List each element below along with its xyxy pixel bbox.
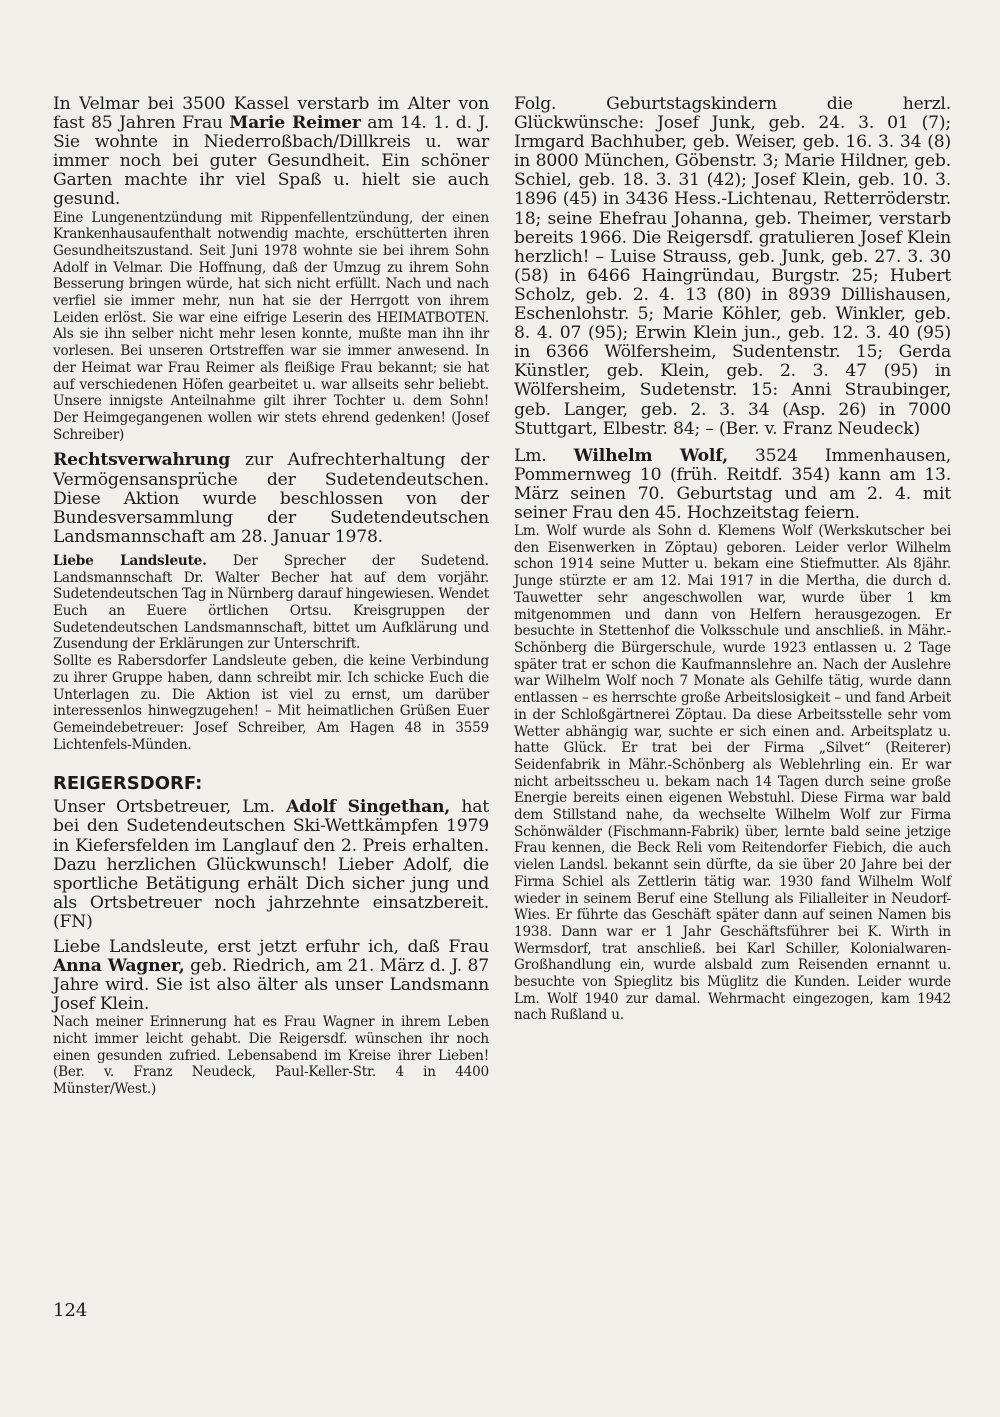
anna-wagner-detail: Nach meiner Erinnerung hat es Frau Wagner in ihrem Leben nicht immer leicht gehabt. Die Reigersdf. wünschen ihr noch einen gesunden zufried. Lebensabend im Kreise ihrer Lieben! (Ber. v. Franz Neudeck, Paul-Keller-Str. 4 in 4400 Münster/West.) [53, 1014, 489, 1098]
obituary-marie-reimer: In Velmar bei 3500 Kassel verstarb im Alter von fast 85 Jahren Frau Marie Reimer am 14. 1. d. J. Sie wohnte in Niederroßbach/Dillkreis u. war immer noch bei guter Gesundheit. Ein schöner Garten machte ihr viel Spaß u. hielt sie auch gesund. [53, 94, 489, 210]
liebe-landsleute-lead: Liebe Landsleute. [53, 552, 207, 569]
rabersdorfer-paragraph: Sollte es Rabersdorfer Landsleute geben, die keine Verbindung zu ihrer Gruppe haben, dann schreibt mir. Ich schicke Euch die Unterlagen zu. Die Aktion ist viel zu ernst, um darüber interessenlos hinwegzugehen! – Mit heimatlichen Grüßen Euer Gemeindebetreuer: Josef Schreiber, Am Hagen 48 in 3559 Lichtenfels-Münden. [53, 653, 489, 753]
person-name-wilhelm-wolf: Wilhelm Wolf, [573, 445, 728, 466]
person-name-adolf-singethan: Adolf Singethan, [286, 797, 451, 818]
liebe-landsleute-paragraph: Liebe Landsleute. Der Sprecher der Sudetend. Landsmannschaft Dr. Walter Becher hat auf dem vorjähr. Sudetendeutschen Tag in Nürnberg darauf hingewiesen. Wendet Euch an Euere örtlichen Ortsu. Kreisgruppen der Sudetendeutschen Landsmannschaft, bittet um Aufklärung und Zusendung der Erklärungen zur Unterschrift. [53, 552, 489, 653]
singethan-paragraph: Unser Ortsbetreuer, Lm. Adolf Singethan, hat bei den Sudetendeutschen Ski-Wettkämpfen 1979 in Kiefersfelden im Langlauf den 2. Preis erhalten. Dazu herzlichen Glückwunsch! Lieber Adolf, die sportliche Betätigung erhält Dich sicher jung und als Ortsbetreuer noch jahrzehnte einsatzbereit. (FN) [53, 797, 489, 932]
obituary-detail: Eine Lungenentzündung mit Rippenfellentzündung, der einen Krankenhausaufenthalt notwendig machte, erschütterten ihren Gesundheitszustand. Seit Juni 1978 wohnte sie bei ihrem Sohn Adolf in Velmar. Die Hoffnung, daß der Umzug zu ihrem Sohn Besserung bringen würde, hat sich nicht erfüllt. Nach und nach verfiel sie immer mehr, nun hat sie der Herrgott von ihrem Leiden erlöst. Sie war eine eifrige Leserin des HEIMATBOTEN. Als sie ihn selber nicht mehr lesen konnte, mußte man ihn ihr vorlesen. Bei unseren Ortstreffen war sie immer anwesend. In der Heimat war Frau Reimer als fleißige Frau bekannt; sie hat auf verschiedenen Höfen gearbeitet u. war allseits sehr beliebt. Unsere innigste Anteilnahme gilt ihrer Tochter u. dem Sohn! Der Heimgegangenen wollen wir stets ehrend gedenken! (Josef Schreiber) [53, 209, 489, 443]
left-column [53, 95, 489, 1098]
wilhelm-wolf-paragraph: Lm. Wilhelm Wolf, 3524 Immenhausen, Pommernweg 10 (früh. Reitdf. 354) kann am 13. März seinen 70. Geburtstag und am 2. 4. mit seiner Frau den 45. Hochzeitstag feiern. [514, 445, 951, 523]
birthday-list-paragraph: Folg. Geburtstagskindern die herzl. Glückwünsche: Josef Junk, geb. 24. 3. 01 (7); Irmgard Bachhuber, geb. Weiser, geb. 16. 3. 34 (8) in 8000 München, Göbenstr. 3; Marie Hildner, geb. Schiel, geb. 18. 3. 31 (42); Josef Klein, geb. 10. 3. 1896 (45) in 3436 Hess.-Lichtenau, Retterröderstr. 18; seine Ehefrau Johanna, geb. Theimer, verstarb bereits 1966. Die Reigersdf. gratulieren Josef Klein herzlich! – Luise Strauss, geb. Junk, geb. 27. 3. 30 (58) in 6466 Haingründau, Burgstr. 25; Hubert Scholz, geb. 2. 4. 13 (80) in 8939 Dillishausen, Eschenlohstr. 5; Marie Köhler, geb. Winkler, geb. 8. 4. 07 (95); Erwin Klein jun., geb. 12. 3. 40 (95) in 6366 Wölfersheim, Sudentenstr. 15; Gerda Künstler, geb. Klein, geb. 2. 3. 47 (95) in Wölfersheim, Sudetenstr. 15: Anni Straubinger, geb. Langer, geb. 2. 3. 34 (Asp. 26) in 7000 Stuttgart, Elbestr. 84; – (Ber. v. Franz Neudeck) [514, 94, 951, 439]
person-name-anna-wagner: Anna Wagner, [53, 956, 185, 977]
rechtsverwahrung-paragraph: Rechtsverwahrung zur Aufrechterhaltung der Vermögensansprüche der Sudetendeutschen. Diese Aktion wurde beschlossen von der Bundesversammlung der Sudetendeutschen Landsmannschaft am 28. Januar 1978. [53, 450, 489, 547]
section-heading-reigersdorf: REIGERSDORF: [53, 773, 203, 795]
page-number: 124 [53, 1300, 88, 1321]
wilhelm-wolf-biography: Lm. Wolf wurde als Sohn d. Klemens Wolf (Werkskutscher bei den Eisenwerken in Zöptau) geboren. Leider verlor Wilhelm schon 1914 seine Mutter u. bekam eine Stiefmutter. Als 8jähr. Junge stürzte er am 12. Mai 1917 in die Mertha, die durch d. Tauwetter sehr angeschwollen war, wurde über 1 km mitgenommen und dann von Helfern herausgezogen. Er besuchte in Stettenhof die Volksschule und anschließ. in Mähr.-Schönberg die Bürgerschule, wurde 1923 entlassen u. 2 Tage später trat er schon die Kaufmannslehre an. Nach der Auslehre war Wilhelm Wolf noch 7 Monate als Gehilfe tätig, wurde dann entlassen – es herrschte große Arbeitslosigkeit – und fand Arbeit in der Schloßgärtnerei Zöptau. Da diese Arbeitsstelle sehr vom Wetter abhängig war, suchte er sich einen and. Arbeitsplatz u. hatte Glück. Er trat bei der Firma „Silvet“ (Reiterer) Seidenfabrik in Mähr.-Schönberg als Weblehrling ein. Er war nicht arbeitsscheu u. bekam nach 14 Tagen durch seine große Energie bereits einen eigenen Webstuhl. Diese Firma war bald dem Stillstand nahe, da wechselte Wilhelm Wolf zur Firma Schönwälder (Fischmann-Fabrik) über, lernte bald seine jetzige Frau kennen, die Beck Reli vom Reitendorfer Fiebich, die auch vielen Landsl. bekannt sein dürfte, da sie über 20 Jahre bei der Firma Schiel als Zettlerin tätig war. 1930 fand Wilhelm Wolf wieder in seinem Beruf eine Stellung als Filialleiter in Neudorf-Wies. Er führte das Geschäft später dann auf seinen Namen bis 1938. Dann war er 1 Jahr Geschäftsführer bei K. Wirth in Wermsdorf, trat anschließ. bei Karl Schiller, Kolonialwaren-Großhandlung ein, wurde alsbald zum Reisenden ernannt u. besuchte von Spieglitz bis Müglitz die Kunden. Leider wurde Lm. Wolf 1940 zur damal. Wehrmacht eingezogen, kam 1942 nach Rußland u. [514, 523, 951, 1024]
rechtsverwahrung-lead: Rechtsverwahrung [53, 450, 231, 471]
right-column [514, 95, 951, 1024]
person-name-marie-reimer: Marie Reimer [229, 113, 361, 134]
anna-wagner-paragraph: Liebe Landsleute, erst jetzt erfuhr ich, daß Frau Anna Wagner, geb. Riedrich, am 21. März d. J. 87 Jahre wird. Sie ist also älter als unser Landsmann Josef Klein. [53, 936, 490, 1015]
